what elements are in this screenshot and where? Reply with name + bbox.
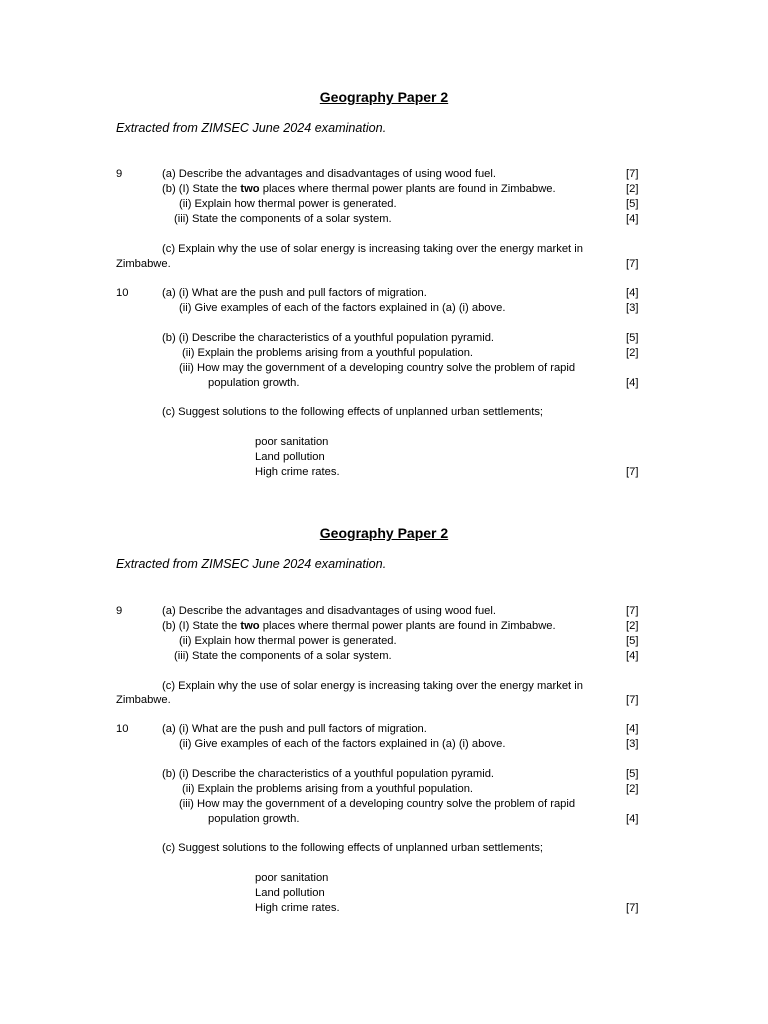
question-9b-i-marks: [2] [626,183,639,195]
exam-section-1 [0,88,768,488]
question-10a-i: (a) (i) What are the push and pull factors of migration. [162,287,427,299]
page-subtitle: Extracted from ZIMSEC June 2024 examination. [116,121,387,135]
question-10b-ii-marks: [2] [626,783,639,795]
question-9b-iii-marks: [4] [626,213,639,225]
list-item: Land pollution [255,451,325,463]
question-10a-ii-marks: [3] [626,738,639,750]
question-10b-ii: (ii) Explain the problems arising from a youthful population. [182,783,474,795]
question-10a-i: (a) (i) What are the push and pull factors of migration. [162,723,427,735]
list-item: High crime rates. [255,902,340,914]
question-9a: (a) Describe the advantages and disadvantages of using wood fuel. [162,605,496,617]
question-10b-i-marks: [5] [626,768,639,780]
question-10b-i: (b) (i) Describe the characteristics of a youthful population pyramid. [162,332,495,344]
list-item: poor sanitation [255,872,329,884]
question-9b-i: (b) (I) State the two places where thermal power plants are found in Zimbabwe. [162,183,556,195]
question-10b-ii-marks: [2] [626,347,639,359]
question-10b-iii-line2: population growth. [208,813,300,825]
list-item: Land pollution [255,887,325,899]
question-9c-marks: [7] [626,258,639,270]
question-10c: (c) Suggest solutions to the following effects of unplanned urban settlements; [162,842,544,854]
page-title: Geography Paper 2 [319,525,449,541]
question-9-number: 9 [116,605,123,617]
question-10b-iii-line1: (iii) How may the government of a developing country solve the problem of rapid [179,798,576,810]
question-10b-iii-marks: [4] [626,813,639,825]
question-10c-marks: [7] [626,902,639,914]
question-9-number: 9 [116,168,123,180]
question-10b-iii-line2: population growth. [208,377,300,389]
question-10b-iii-marks: [4] [626,377,639,389]
question-10-number: 10 [116,287,129,299]
exam-section-2 [0,524,768,924]
question-9b-ii: (ii) Explain how thermal power is generated. [179,198,397,210]
question-9b-i: (b) (I) State the two places where thermal power plants are found in Zimbabwe. [162,620,556,632]
question-10a-ii: (ii) Give examples of each of the factors explained in (a) (i) above. [179,738,506,750]
question-9b-ii: (ii) Explain how thermal power is generated. [179,635,397,647]
question-9c-line2: Zimbabwe. [116,258,171,270]
question-10b-iii-line1: (iii) How may the government of a developing country solve the problem of rapid [179,362,576,374]
question-10a-ii: (ii) Give examples of each of the factors explained in (a) (i) above. [179,302,506,314]
question-9b-iii: (iii) State the components of a solar system. [174,650,392,662]
question-9a: (a) Describe the advantages and disadvantages of using wood fuel. [162,168,496,180]
question-9b-ii-marks: [5] [626,635,639,647]
question-9a-marks: [7] [626,168,639,180]
question-10b-ii: (ii) Explain the problems arising from a youthful population. [182,347,474,359]
question-10c-marks: [7] [626,466,639,478]
question-10a-ii-marks: [3] [626,302,639,314]
question-9b-iii: (iii) State the components of a solar system. [174,213,392,225]
question-9b-i-marks: [2] [626,620,639,632]
question-9a-marks: [7] [626,605,639,617]
question-10b-i-marks: [5] [626,332,639,344]
question-9c-line2: Zimbabwe. [116,694,171,706]
question-10-number: 10 [116,723,129,735]
page-title: Geography Paper 2 [319,89,449,105]
question-9c-marks: [7] [626,694,639,706]
question-10b-i: (b) (i) Describe the characteristics of a youthful population pyramid. [162,768,495,780]
question-10a-i-marks: [4] [626,287,639,299]
question-10a-i-marks: [4] [626,723,639,735]
list-item: poor sanitation [255,436,329,448]
list-item: High crime rates. [255,466,340,478]
page-subtitle: Extracted from ZIMSEC June 2024 examination. [116,557,387,571]
question-9b-ii-marks: [5] [626,198,639,210]
question-9c-line1: (c) Explain why the use of solar energy is increasing taking over the energy market in [162,680,583,692]
question-9c-line1: (c) Explain why the use of solar energy is increasing taking over the energy market in [162,243,583,255]
question-9b-iii-marks: [4] [626,650,639,662]
question-10c: (c) Suggest solutions to the following effects of unplanned urban settlements; [162,406,544,418]
